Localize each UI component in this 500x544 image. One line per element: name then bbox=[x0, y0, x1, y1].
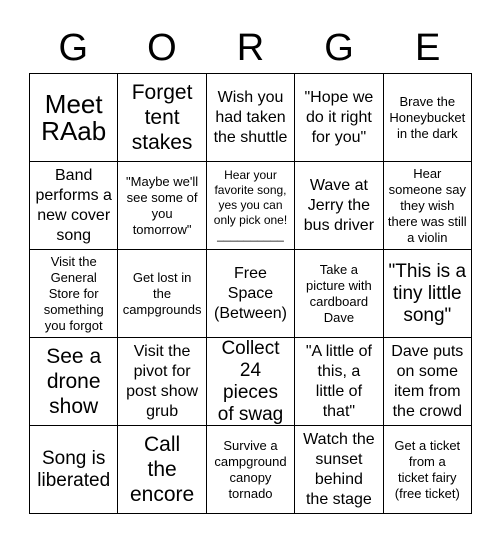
bingo-cell-r0-c3[interactable]: "Hope we do it right for you" bbox=[295, 74, 383, 162]
bingo-cell-r1-c2[interactable]: Hear your favorite song, yes you can only pick one! __________ bbox=[207, 162, 295, 250]
bingo-cell-r4-c1[interactable]: Call the encore bbox=[118, 426, 206, 514]
header-letter-g-2: G bbox=[324, 27, 354, 69]
bingo-card-grid bbox=[29, 73, 472, 514]
bingo-cell-r2-c3[interactable]: Take a picture with cardboard Dave bbox=[295, 250, 383, 338]
bingo-cell-r0-c4[interactable]: Brave the Honeybucket in the dark bbox=[384, 74, 472, 162]
header-letter-o: O bbox=[147, 27, 177, 69]
header-letter-g: G bbox=[58, 27, 89, 69]
bingo-cell-r1-c0[interactable]: Band performs a new cover song bbox=[30, 162, 118, 250]
bingo-cell-r3-c4[interactable]: Dave puts on some item from the crowd bbox=[384, 338, 472, 426]
bingo-cell-r4-c4[interactable]: Get a ticket from a ticket fairy (free ticket) bbox=[384, 426, 472, 514]
bingo-cell-r0-c0[interactable]: Meet RAab bbox=[30, 74, 118, 162]
bingo-cell-r4-c2[interactable]: Survive a campground canopy tornado bbox=[207, 426, 295, 514]
bingo-cell-free-space[interactable]: Free Space (Between) bbox=[207, 250, 295, 338]
bingo-cell-r0-c2[interactable]: Wish you had taken the shuttle bbox=[207, 74, 295, 162]
bingo-cell-r1-c3[interactable]: Wave at Jerry the bus driver bbox=[295, 162, 383, 250]
bingo-cell-r1-c1[interactable]: "Maybe we'll see some of you tomorrow" bbox=[118, 162, 206, 250]
bingo-cell-r2-c0[interactable]: Visit the General Store for something you forgot bbox=[30, 250, 118, 338]
bingo-cell-r3-c0[interactable]: See a drone show bbox=[30, 338, 118, 426]
bingo-cell-r4-c0[interactable]: Song is liberated bbox=[30, 426, 118, 514]
bingo-cell-r2-c1[interactable]: Get lost in the campgrounds bbox=[118, 250, 206, 338]
bingo-cell-r4-c3[interactable]: Watch the sunset behind the stage bbox=[295, 426, 383, 514]
bingo-cell-r3-c2[interactable]: Collect 24 pieces of swag bbox=[207, 338, 295, 426]
bingo-cell-r2-c4[interactable]: "This is a tiny little song" bbox=[384, 250, 472, 338]
bingo-header bbox=[29, 22, 472, 74]
header-letter-r: R bbox=[236, 27, 265, 69]
bingo-cell-r3-c3[interactable]: "A little of this, a little of that" bbox=[295, 338, 383, 426]
bingo-cell-r3-c1[interactable]: Visit the pivot for post show grub bbox=[118, 338, 206, 426]
bingo-cell-r0-c1[interactable]: Forget tent stakes bbox=[118, 74, 206, 162]
header-letter-e: E bbox=[414, 27, 441, 69]
bingo-cell-r1-c4[interactable]: Hear someone say they wish there was still a violin bbox=[384, 162, 472, 250]
